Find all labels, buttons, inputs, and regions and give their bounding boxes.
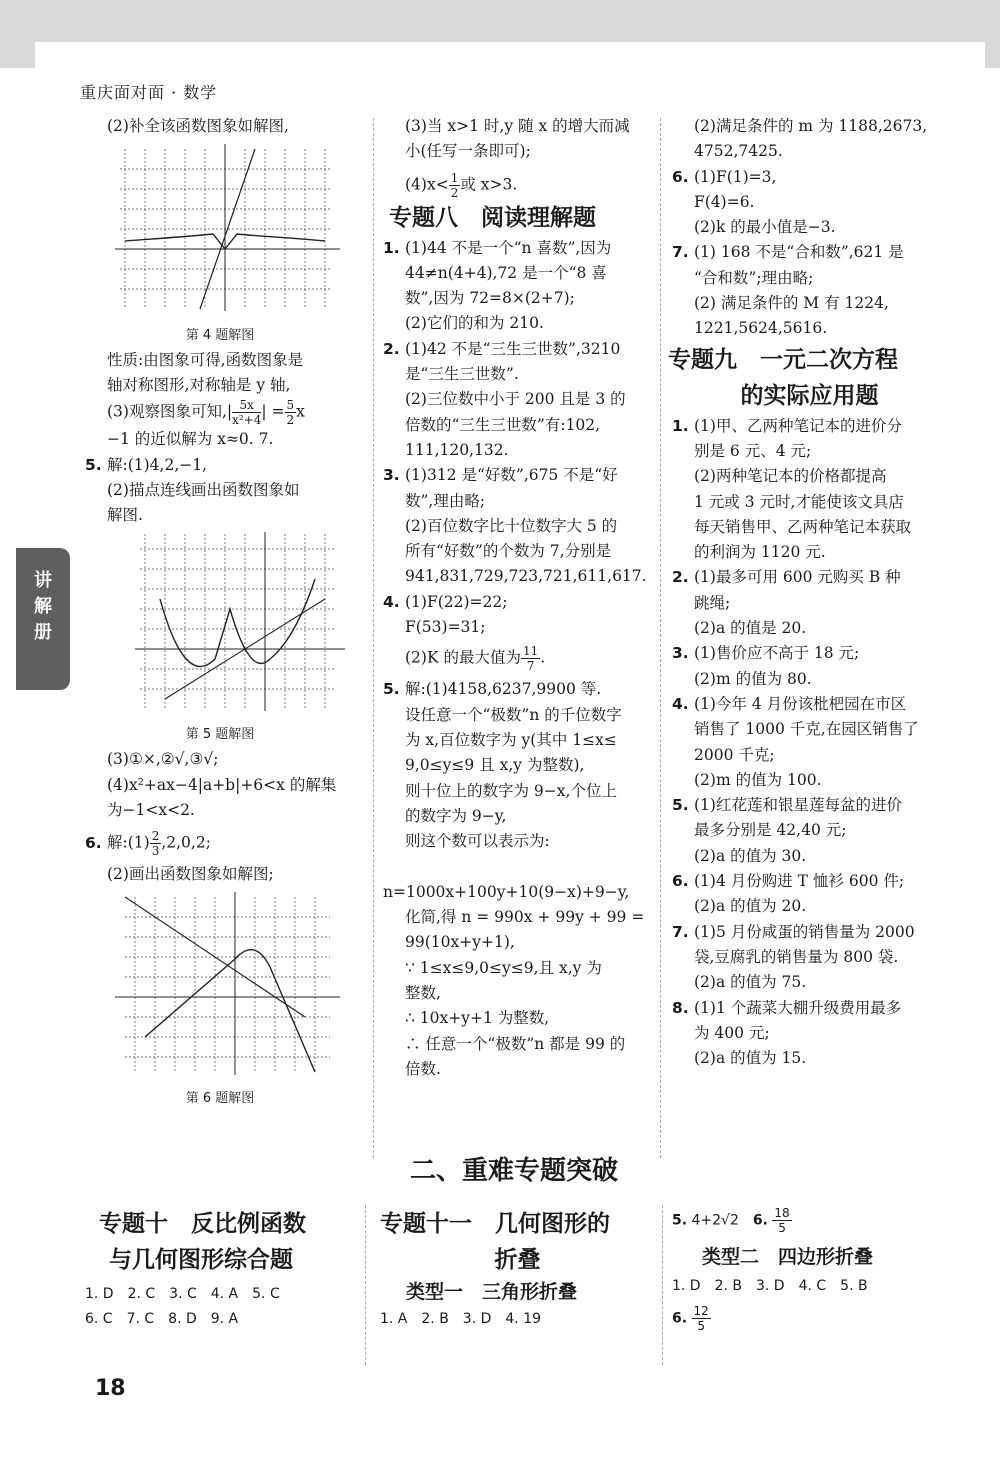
answer-line: 2000 千克; <box>694 745 775 764</box>
type-2-title: 类型二 四边形折叠 <box>702 1246 874 1268</box>
column-divider-4 <box>662 1205 663 1365</box>
answer-line: 1 元或 3 元时,才能使该文具店 <box>694 492 904 511</box>
answer-line: 1. (1)甲、乙两种笔记本的进价分 <box>672 416 902 435</box>
answer-line: 袋,豆腐乳的销售量为 800 袋. <box>694 947 899 966</box>
section-title-9b: 的实际应用题 <box>740 382 879 409</box>
bottom-col-1 <box>85 1206 360 1333</box>
answer-line: F(4)=6. <box>694 192 755 211</box>
answer-line: 941,831,729,723,721,611,617. <box>405 567 647 586</box>
text-line: 为−1<x<2. <box>107 800 195 819</box>
answer-line: 2. (1)42 不是“三生三世数”,3210 <box>383 339 621 358</box>
answer-line: 5. 解:(1)4158,6237,9900 等. <box>383 680 602 699</box>
section-title-11b: 折叠 <box>494 1247 541 1273</box>
answer-line: 是“三生三世数”. <box>405 365 519 384</box>
answer-line: 则这个数可以表示为: <box>405 832 550 851</box>
answer-line: (2)两种笔记本的价格都提高 <box>694 467 887 486</box>
answer-line: 化简,得 n = 990x + 99y + 99 = <box>405 908 645 927</box>
text-line: (2)K 的最大值为 $\frac{11}{7}$ . <box>405 644 546 674</box>
answer-list <box>383 677 651 1082</box>
figure-5-graph <box>105 529 355 714</box>
bottom-col-3 <box>672 1206 947 1333</box>
answer-line: 3. (1)312 是“好数”,675 不是“好 <box>383 466 618 485</box>
answer-list <box>672 414 947 1072</box>
answer-line: (2)a 的值为 75. <box>694 973 807 992</box>
section-title-11a: 专题十一 几何图形的 <box>380 1211 610 1237</box>
text-line: (4)x< $\frac{1}{2}$ 或 x>3. <box>405 170 518 200</box>
section-title-9a: 专题九 一元二次方程 <box>668 346 898 373</box>
answer-line: 3. (1)售价应不高于 18 元; <box>672 644 860 663</box>
answer-list <box>672 114 947 342</box>
answer-line: 为 400 元; <box>694 1023 770 1042</box>
answer-line: ∴ 10x+y+1 为整数, <box>405 1009 550 1028</box>
answer-list <box>383 236 651 641</box>
answer-line: (2) 满足条件的 M 有 1224, <box>694 294 889 313</box>
answer-line: 6. (1)F(1)=3, <box>672 167 777 186</box>
text-line: (2)描点连线画出函数图象如 <box>107 481 300 500</box>
answer-line: 每天销售甲、乙两种笔记本获取 <box>694 517 912 536</box>
question-6: 6. 解:(1) $\frac{2}{3}$ ,2,0,2; <box>85 829 211 859</box>
part-title: 二、重难专题突破 <box>410 1156 619 1186</box>
answer-line: “合和数”;理由略; <box>694 268 814 287</box>
answer-line: 1. (1)44 不是一个“n 喜数”,因为 <box>383 238 612 257</box>
answer-line: 44≠n(4+4),72 是一个“8 喜 <box>405 263 607 282</box>
side-tab <box>16 548 70 690</box>
answer-line: 6. $\frac{12}{5}$ <box>672 1303 709 1333</box>
section-title-10b: 与几何图形综合题 <box>109 1247 293 1273</box>
answer-line: 8. (1)1 个蔬菜大棚升级费用最多 <box>672 998 902 1017</box>
text-line: (3)当 x>1 时,y 随 x 的增大而减 <box>405 117 630 135</box>
answer-line: 最多分别是 42,40 元; <box>694 821 847 840</box>
answer-line: 倍数的“三生三世数”有:102, <box>405 415 601 434</box>
text-line: −1 的近似解为 x≈0. 7. <box>107 430 274 449</box>
answer-line: 2. (1)最多可用 600 元购买 B 种 <box>672 568 901 587</box>
answer-line: (2)三位数中小于 200 且是 3 的 <box>405 390 626 409</box>
answer-line: 7. (1) 168 不是“合和数”,621 是 <box>672 243 904 262</box>
answer-line: 倍数. <box>405 1059 441 1078</box>
answer-line: 跳绳; <box>694 593 731 612</box>
figure-caption: 第 4 题解图 <box>185 327 255 343</box>
answer-line: (2)m 的值为 100. <box>694 770 822 789</box>
answer-line: (2)a 的值为 30. <box>694 846 807 865</box>
answer-line: 7. (1)5 月份咸蛋的销售量为 2000 <box>672 922 915 941</box>
answer-line: 4. (1)今年 4 月份该枇杷园在市区 <box>672 694 907 713</box>
answer-line: 整数, <box>405 983 441 1002</box>
section-title-8: 专题八 阅读理解题 <box>389 204 596 231</box>
answer-line: 设任意一个“极数”n 的千位数字 <box>405 705 622 724</box>
answer-line: ∴ 任意一个“极数”n 都是 99 的 <box>405 1034 626 1053</box>
column-2 <box>383 114 651 1082</box>
answer-line: 所有“好数”的个数为 7,分别是 <box>405 542 612 561</box>
running-header: 重庆面对面 · 数学 <box>80 83 218 102</box>
text-line: (3)观察图象可知,| $\frac{5x}{\text{x²+4}}$ | = $\frac{5}{2}$ x <box>107 398 305 428</box>
answer-line: 的利润为 1120 元. <box>694 543 826 562</box>
answer-line: (2)m 的值为 80. <box>694 669 812 688</box>
answer-line: 1. D 2. C 3. C 4. A 5. C <box>85 1286 280 1302</box>
answer-line: (2)百位数字比十位数字大 5 的 <box>405 516 618 535</box>
answer-line: 别是 6 元、4 元; <box>694 441 812 460</box>
answer-line: (2)a 的值为 20. <box>694 897 807 916</box>
answer-line: 1221,5624,5616. <box>694 319 828 338</box>
text-line: 小(任写一条即可); <box>405 142 531 161</box>
answer-line: 则十位上的数字为 9−x,个位上 <box>405 781 617 800</box>
answer-line: 111,120,132. <box>405 440 509 459</box>
answer-line: 1. D 2. B 3. D 4. C 5. B <box>672 1278 868 1295</box>
figure-6-graph <box>105 887 355 1077</box>
column-1 <box>85 114 355 1111</box>
bottom-col-2 <box>380 1206 655 1333</box>
answer-line: 5. (1)红花莲和银星莲每盆的进价 <box>672 796 902 815</box>
page-number: 18 <box>95 1376 126 1401</box>
answer-line: 数”,因为 72=8×(2+7); <box>405 289 575 308</box>
answer-line: 数”,理由略; <box>405 491 486 510</box>
answer-line: (2)它们的和为 210. <box>405 314 544 333</box>
figure-caption: 第 5 题解图 <box>185 726 255 742</box>
answer-line: 的数字为 9−y, <box>405 806 507 825</box>
answer-line: 为 x,百位数字为 y(其中 1≤x≤ <box>405 730 617 749</box>
answer-line: 5. 4+2√2 6. $\frac{18}{5}$ <box>672 1206 790 1235</box>
answer-line: 6. (1)4 月份购进 T 恤衫 600 件; <box>672 872 905 891</box>
side-tab-label: 讲解册 <box>34 570 52 643</box>
answer-line: F(53)=31; <box>405 618 486 637</box>
text-line: (4)x²+ax−4|a+b|+6<x 的解集 <box>107 775 337 794</box>
answer-line: (2)k 的最小值是−3. <box>694 218 836 237</box>
answer-line: n=1000x+100y+10(9−x)+9−y, <box>383 882 630 901</box>
answer-line: 6. C 7. C 8. D 9. A <box>85 1311 239 1328</box>
column-divider-3 <box>365 1205 366 1365</box>
text-line: 解图. <box>107 506 143 525</box>
answer-line: 4752,7425. <box>694 142 783 161</box>
text-line: 轴对称图形,对称轴是 y 轴, <box>107 376 291 395</box>
question-5: 5. 解:(1)4,2,−1, <box>85 455 208 474</box>
text-line: 性质:由图象可得,函数图象是 <box>107 350 304 369</box>
section-title-10a: 专题十 反比例函数 <box>99 1211 306 1237</box>
answer-line: 9,0≤y≤9 且 x,y 为整数), <box>405 756 585 775</box>
answer-line: 4. (1)F(22)=22; <box>383 592 508 611</box>
column-divider-1 <box>373 118 374 1158</box>
text-line: (2)画出函数图象如解图; <box>107 865 274 884</box>
figure-4-graph <box>105 139 355 314</box>
answer-line: (2)a 的值是 20. <box>694 619 807 638</box>
text-line: (2)补全该函数图象如解图, <box>107 117 289 135</box>
answer-line: (2)满足条件的 m 为 1188,2673, <box>694 117 928 135</box>
text-line: (3)①×,②√,③√; <box>107 750 219 769</box>
answer-line: 销售了 1000 千克,在园区销售了 <box>694 720 919 739</box>
figure-caption: 第 6 题解图 <box>185 1090 255 1106</box>
answer-line: 1. A 2. B 3. D 4. 19 <box>380 1311 542 1328</box>
answer-line: ∵ 1≤x≤9,0≤y≤9,且 x,y 为 <box>405 958 602 977</box>
column-divider-2 <box>660 118 661 1158</box>
answer-line: (2)a 的值为 15. <box>694 1049 807 1068</box>
column-3 <box>668 114 947 1071</box>
type-1-title: 类型一 三角形折叠 <box>406 1281 578 1303</box>
answer-line: 99(10x+y+1), <box>405 933 515 952</box>
